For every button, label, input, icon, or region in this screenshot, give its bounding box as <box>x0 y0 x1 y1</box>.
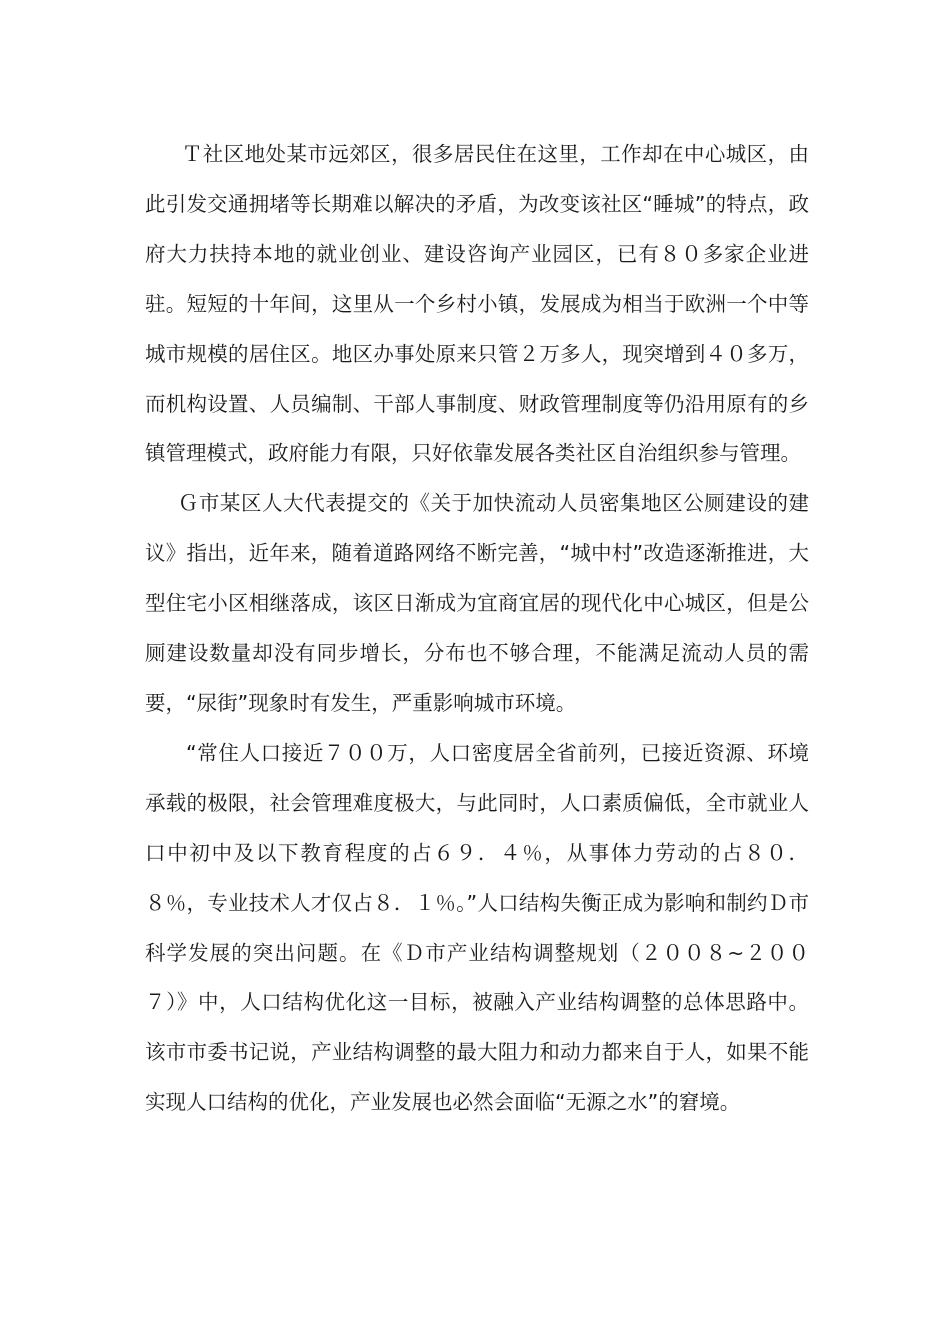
paragraph-t-community: Ｔ社区地处某市远郊区，很多居民住在这里，工作却在中心城区，由此引发交通拥堵等长期难以解决的矛盾，为改变该社区“睡城”的特点，政府大力扶持本地的就业创业、建设咨询产业园区，已有８０多家企业进驻。短短的十年间，这里从一个乡村小镇，发展成为相当于欧洲一个中等城市规模的居住区。地区办事处原来只管２万多人，现突增到４０多万，而机构设置、人员编制、干部人事制度、财政管理制度等仍沿用原有的乡镇管理模式，政府能力有限，只好依靠发展各类社区自治组织参与管理。 <box>145 142 809 466</box>
document-page <box>145 130 809 1128</box>
paragraph-g-city-toilets: Ｇ市某区人大代表提交的《关于加快流动人员密集地区公厕建设的建议》指出，近年来，随着道路网络不断完善，“城中村”改造逐渐推进，大型住宅小区相继落成，该区日渐成为宜商宜居的现代化中心城区，但是公厕建设数量却没有同步增长，分布也不够合理，不能满足流动人员的需要，“尿街”现象时有发生，严重影响城市环境。 <box>145 491 809 715</box>
paragraph-d-city-population: “常住人口接近７００万，人口密度居全省前列，已接近资源、环境承载的极限，社会管理难度极大，与此同时，人口素质偏低，全市就业人口中初中及以下教育程度的占６９．４％，从事体力劳动的占８０．８％，专业技术人才仅占８．１％。”人口结构失衡正成为影响和制约Ｄ市科学发展的突出问题。在《Ｄ市产业结构调整规划（２００８~２００７）》中，人口结构优化这一目标，被融入产业结构调整的总体思路中。该市市委书记说，产业结构调整的最大阻力和动力都来自于人，如果不能实现人口结构的优化，产业发展也必然会面临“无源之水”的窘境。 <box>145 740 809 1115</box>
